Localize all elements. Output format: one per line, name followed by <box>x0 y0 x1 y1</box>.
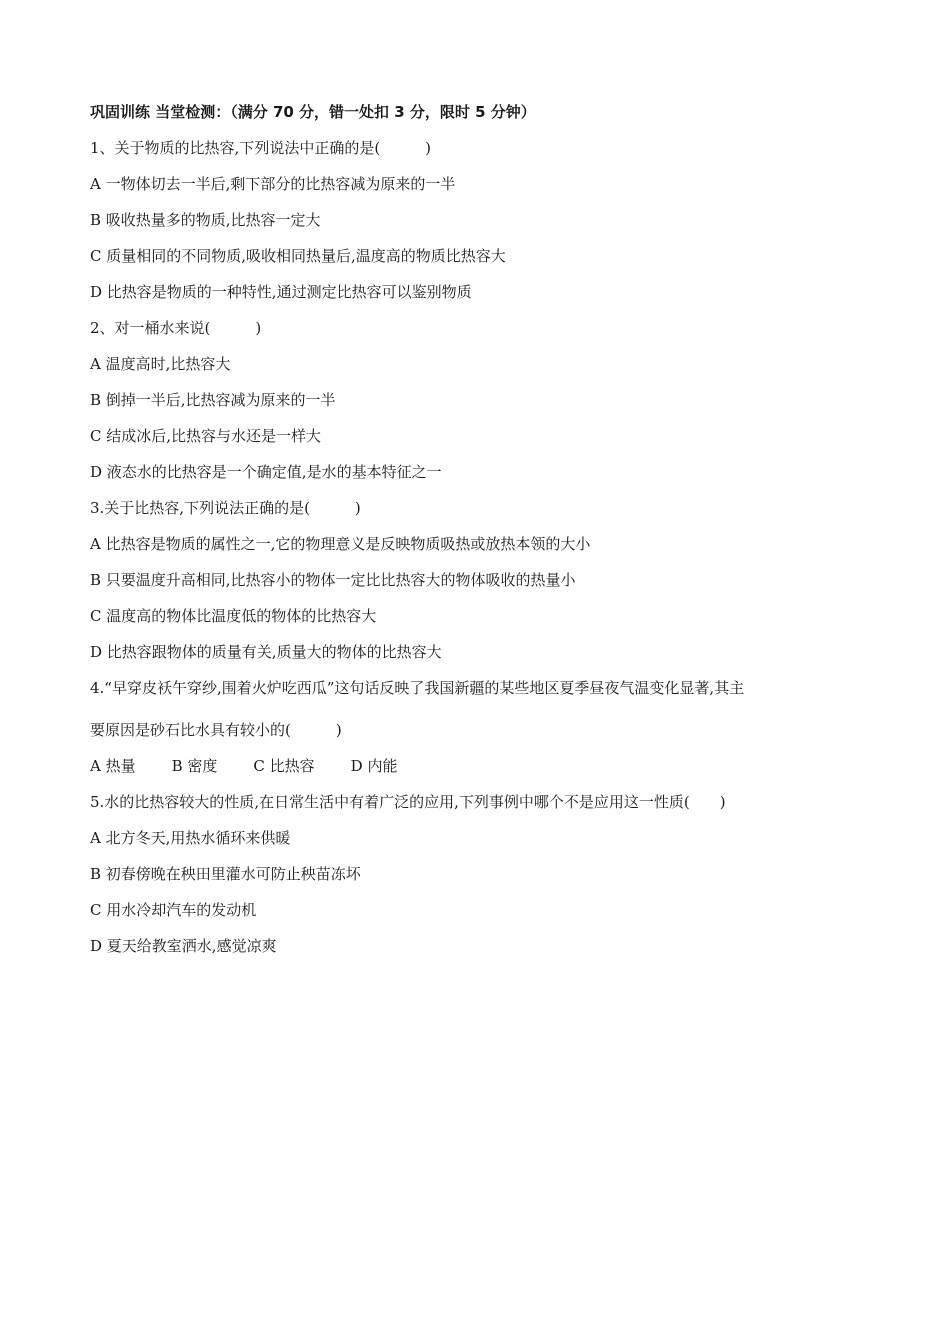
question-4-option-b: B 密度 <box>171 757 218 775</box>
question-3-option-a: A 比热容是物质的属性之一,它的物理意义是反映物质吸热或放热本领的大小 <box>90 535 591 553</box>
question-2-option-b: B 倒掉一半后,比热容减为原来的一半 <box>90 391 336 409</box>
question-4-option-d: D 内能 <box>350 757 398 775</box>
question-3-option-c: C 温度高的物体比温度低的物体的比热容大 <box>90 607 377 625</box>
question-2-option-d: D 液态水的比热容是一个确定值,是水的基本特征之一 <box>90 463 442 481</box>
worksheet-page <box>90 100 870 970</box>
question-3-option-b: B 只要温度升高相同,比热容小的物体一定比比热容大的物体吸收的热量小 <box>90 571 576 589</box>
question-2-stem: 2、对一桶水来说( ) <box>90 319 262 337</box>
question-5-option-a: A 北方冬天,用热水循环来供暖 <box>90 829 291 847</box>
question-1-option-b: B 吸收热量多的物质,比热容一定大 <box>90 211 321 229</box>
question-1-stem: 1、关于物质的比热容,下列说法中正确的是( ) <box>90 139 432 157</box>
question-4-options <box>90 754 870 790</box>
question-1-option-a: A 一物体切去一半后,剩下部分的比热容减为原来的一半 <box>90 175 456 193</box>
question-5-option-c: C 用水冷却汽车的发动机 <box>90 901 257 919</box>
question-4-option-c: C 比热容 <box>253 757 315 775</box>
question-4-option-a: A 热量 <box>90 757 136 775</box>
question-1-option-c: C 质量相同的不同物质,吸收相同热量后,温度高的物质比热容大 <box>90 247 506 265</box>
question-5-stem: 5.水的比热容较大的性质,在日常生活中有着广泛的应用,下列事例中哪个不是应用这一性质( ) <box>90 793 726 811</box>
question-5-option-b: B 初春傍晚在秧田里灌水可防止秧苗冻坏 <box>90 865 361 883</box>
question-2-option-a: A 温度高时,比热容大 <box>90 355 231 373</box>
question-1-option-d: D 比热容是物质的一种特性,通过测定比热容可以鉴别物质 <box>90 283 472 301</box>
question-3-option-d: D 比热容跟物体的质量有关,质量大的物体的比热容大 <box>90 643 442 661</box>
question-4-stem-line-1: 4.“早穿皮袄午穿纱,围着火炉吃西瓜”这句话反映了我国新疆的某些地区夏季昼夜气温变化显著,其主 <box>90 679 745 697</box>
question-3-stem: 3.关于比热容,下列说法正确的是( ) <box>90 499 361 517</box>
question-4-stem-line-2: 要原因是砂石比水具有较小的( ) <box>90 721 342 739</box>
section-heading: 巩固训练 当堂检测：（满分 70 分，错一处扣 3 分，限时 5 分钟） <box>90 103 536 121</box>
question-2-option-c: C 结成冰后,比热容与水还是一样大 <box>90 427 322 445</box>
question-5-option-d: D 夏天给教室洒水,感觉凉爽 <box>90 937 277 955</box>
